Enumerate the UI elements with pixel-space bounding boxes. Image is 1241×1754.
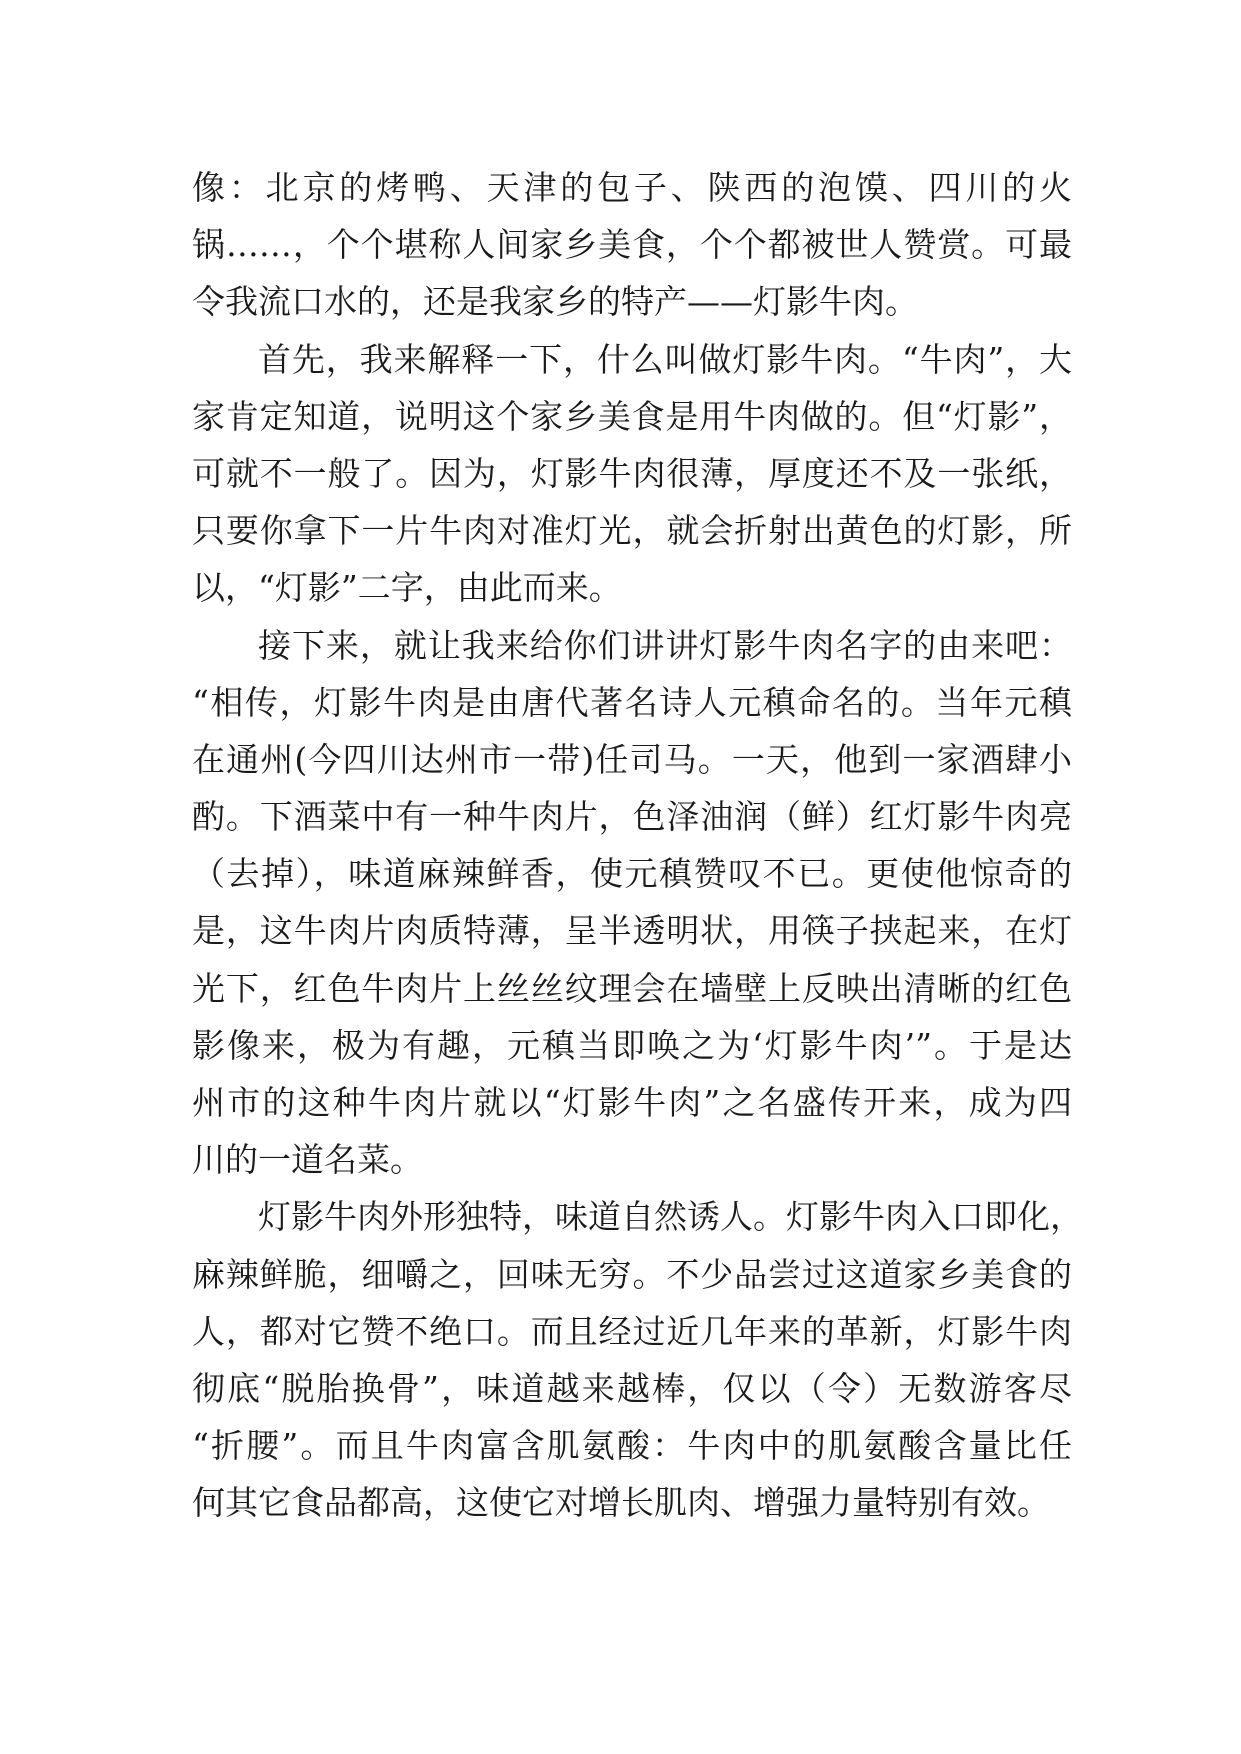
text-line: “折腰”。而且牛肉富含肌氨酸：牛肉中的肌氨酸含量比任 [192,1426,1072,1466]
paragraph [192,617,1072,1189]
text-line: 川的一道名菜。 [192,1140,423,1180]
text-line: 首先，我来解释一下，什么叫做灯影牛肉。“牛肉”，大 [258,339,1072,379]
text-line: 令我流口水的，还是我家乡的特产——灯影牛肉。 [192,282,918,322]
text-line: 像：北京的烤鸭、天津的包子、陕西的泡馍、四川的火 [192,168,1072,207]
text-line: 影像来，极为有趣，元稹当即唤之为‘灯影牛肉’”。于是达 [192,1025,1072,1065]
text-line: 锅……，个个堪称人间家乡美食，个个都被世人赞赏。可最 [192,225,1072,265]
text-line: 接下来，就让我来给你们讲讲灯影牛肉名字的由来吧： [258,625,1072,665]
paragraph [192,1188,1083,1531]
paragraph [192,331,1072,617]
text-line: 酌。下酒菜中有一种牛肉片，色泽油润（鲜）红灯影牛肉亮 [192,797,1072,837]
text-line: 州市的这种牛肉片就以“灯影牛肉”之名盛传开来，成为四 [192,1083,1072,1122]
body-text [192,159,1083,1532]
text-line: 可就不一般了。因为，灯影牛肉很薄，厚度还不及一张纸， [192,453,1072,493]
text-line: 何其它食品都高，这使它对增长肌肉、增强力量特别有效。 [192,1483,1050,1523]
text-line: 是，这牛肉片肉质特薄，呈半透明状，用筷子挟起来，在灯 [192,911,1072,951]
text-line: 麻辣鲜脆，细嚼之，回味无穷。不少品尝过这道家乡美食的 [192,1254,1072,1294]
paragraph [192,159,1072,331]
text-line: （去掉），味道麻辣鲜香，使元稹赞叹不已。更使他惊奇的 [192,854,1072,894]
text-line: 人，都对它赞不绝口。而且经过近几年来的革新，灯影牛肉 [192,1311,1072,1351]
text-line: 光下，红色牛肉片上丝丝纹理会在墙壁上反映出清晰的红色 [192,968,1072,1008]
text-line: 家肯定知道，说明这个家乡美食是用牛肉做的。但“灯影”， [192,396,1072,436]
text-line: 彻底“脱胎换骨”，味道越来越棒，仅以（令）无数游客尽 [192,1368,1072,1408]
text-line: 以，“灯影”二字，由此而来。 [192,568,622,608]
text-line: 在通州(今四川达州市一带)任司马。一天，他到一家酒肆小 [192,739,1072,779]
text-line: “相传，灯影牛肉是由唐代著名诗人元稹命名的。当年元稹 [192,682,1072,722]
text-line: 灯影牛肉外形独特，味道自然诱人。灯影牛肉入口即化， [258,1197,1083,1237]
text-line: 只要你拿下一片牛肉对准灯光，就会折射出黄色的灯影，所 [192,511,1072,551]
